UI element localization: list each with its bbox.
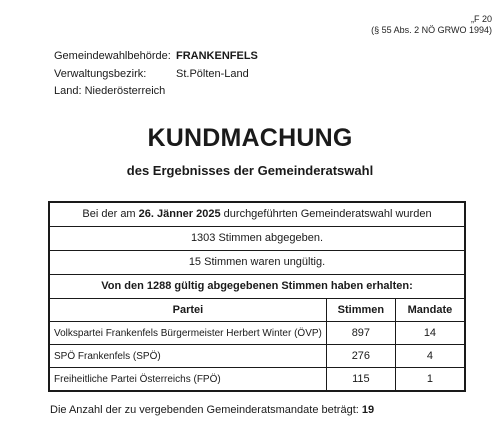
authority-value: FRANKENFELS	[176, 50, 258, 62]
district-value: St.Pölten-Land	[176, 67, 249, 80]
page-title: KUNDMACHUNG	[147, 124, 353, 152]
header-seats: Mandate	[395, 299, 464, 322]
party-seats: 1	[426, 373, 433, 385]
votes-cast: 1303 Stimmen abgegeben.	[50, 227, 464, 251]
party-votes: 897	[326, 322, 395, 345]
form-reference	[371, 14, 492, 36]
meta-authority-row	[54, 48, 258, 66]
meta-state-row	[54, 83, 258, 101]
total-seats-line	[50, 404, 374, 416]
party-name: SPÖ Frankenfels (SPÖ)	[50, 345, 326, 368]
form-paragraph: (§ 55 Abs. 2 NÖ GRWO 1994)	[371, 25, 492, 35]
page-subtitle: des Ergebnisses der Gemeinderatswahl	[126, 163, 374, 178]
party-seats: 14	[395, 322, 464, 345]
state-line: Land: Niederösterreich	[54, 85, 166, 97]
document-meta	[54, 48, 258, 101]
results-table	[50, 299, 464, 390]
results-header-row	[50, 299, 464, 322]
party-name: Volkspartei Frankenfels Bürgermeister Herbert Winter (ÖVP)	[50, 322, 326, 345]
header-votes: Stimmen	[326, 299, 395, 322]
form-code: „F 20	[470, 14, 492, 24]
district-label: Verwaltungsbezirk:	[54, 67, 147, 80]
party-name: Freiheitliche Partei Österreichs (FPÖ)	[50, 368, 326, 391]
summary-intro	[50, 203, 464, 227]
header-party: Partei	[50, 299, 326, 322]
total-seats-label: Die Anzahl der zu vergebenden Gemeinderatsmandate beträgt:	[50, 404, 362, 416]
party-seats: 4	[395, 345, 464, 368]
intro-after: durchgeführten Gemeinderatswahl wurden	[220, 208, 432, 220]
intro-before: Bei der am	[82, 208, 139, 220]
table-row	[50, 345, 464, 368]
table-row	[50, 322, 464, 345]
table-row	[50, 368, 464, 391]
election-date: 26. Jänner 2025	[138, 208, 221, 220]
meta-district-row	[54, 66, 258, 84]
invalid-votes: 15 Stimmen waren ungültig.	[50, 251, 464, 275]
authority-label: Gemeindewahlbehörde:	[54, 50, 171, 62]
party-votes: 276	[326, 345, 395, 368]
party-votes: 115	[326, 368, 395, 391]
results-box	[48, 201, 466, 392]
valid-votes-heading: Von den 1288 gültig abgegebenen Stimmen haben erhalten:	[50, 275, 464, 299]
total-seats-value: 19	[361, 404, 375, 416]
